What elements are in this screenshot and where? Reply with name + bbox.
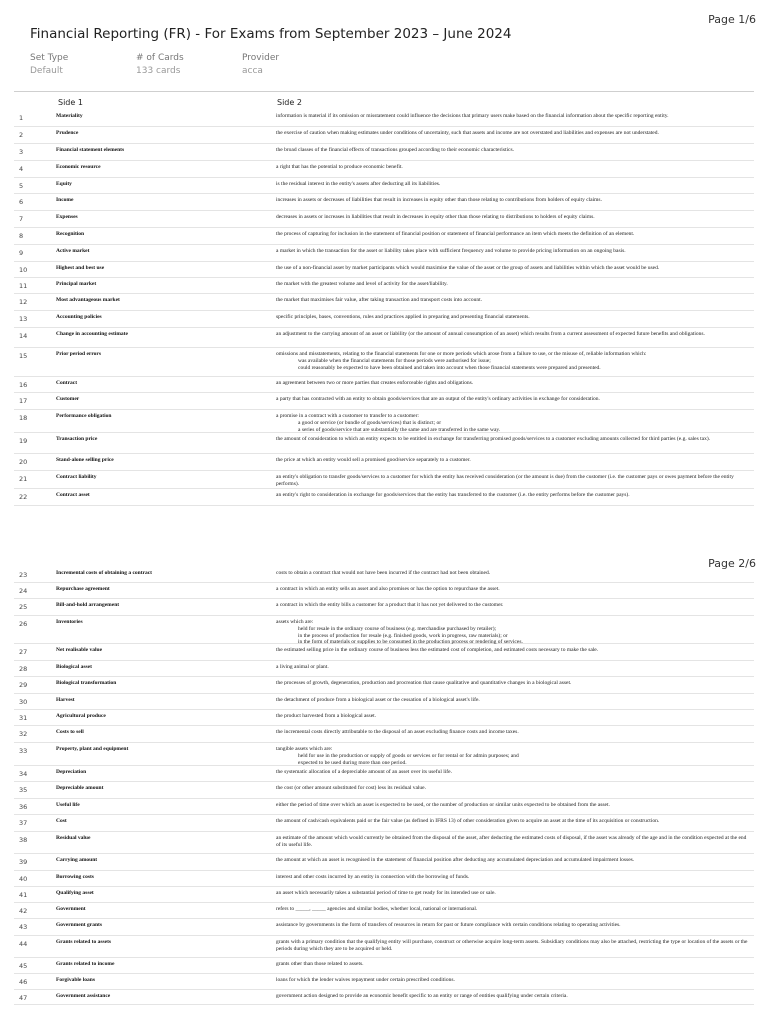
row-number: 15 bbox=[19, 352, 28, 360]
definition-text: the process of capturing for inclusion in the statement of financial position or statement of financial performance an item which meets the definition of an element. bbox=[276, 231, 635, 237]
row-number: 16 bbox=[19, 381, 28, 389]
card-definition bbox=[276, 874, 752, 881]
row-number: 13 bbox=[19, 315, 28, 323]
definition-text: interest and other costs incurred by an entity in connection with the borrowing of funds. bbox=[276, 874, 470, 880]
definition-text: the estimated selling price in the ordinary course of business less the estimated cost of completion, and estimated costs necessary to make the sale. bbox=[276, 647, 599, 653]
card-definition bbox=[276, 436, 752, 443]
row-number: 44 bbox=[19, 940, 28, 948]
row-number: 25 bbox=[19, 603, 28, 611]
card-term: Agricultural produce bbox=[56, 713, 106, 719]
row-number: 9 bbox=[19, 249, 24, 257]
row-number: 38 bbox=[19, 836, 28, 844]
row-number: 28 bbox=[19, 665, 28, 673]
definition-text: an adjustment to the carrying amount of an asset or liability (or the amount of annual consumption of an asset) which results from a current assessment of expected future benefits and obligations. bbox=[276, 331, 705, 337]
definition-text: a right that has the potential to produce economic benefit. bbox=[276, 164, 403, 170]
card-term: Contract asset bbox=[56, 492, 90, 498]
table-row bbox=[14, 178, 754, 194]
card-term: Highest and best use bbox=[56, 265, 105, 271]
card-term: Materiality bbox=[56, 113, 83, 119]
row-number: 43 bbox=[19, 923, 28, 931]
table-row bbox=[14, 194, 754, 211]
meta-card-count bbox=[136, 52, 184, 78]
card-term: Contract bbox=[56, 380, 78, 386]
row-number: 22 bbox=[19, 493, 28, 501]
definition-text: an entity's obligation to transfer goods/services to a customer for which the entity has received consideration (or the amount is due) from the customer (i.e. the customer pays or owes payment before the entity performs). bbox=[276, 474, 734, 487]
definition-text: costs to obtain a contract that would not have been incurred if the contract had not been obtained. bbox=[276, 570, 491, 576]
table-row bbox=[14, 854, 754, 871]
row-number: 17 bbox=[19, 397, 28, 405]
card-definition bbox=[276, 197, 752, 204]
card-term: Repurchase agreement bbox=[56, 586, 110, 592]
row-number: 5 bbox=[19, 182, 24, 190]
card-term: Borrowing costs bbox=[56, 874, 94, 880]
card-definition bbox=[276, 906, 752, 913]
row-number: 30 bbox=[19, 698, 28, 706]
row-number: 42 bbox=[19, 907, 28, 915]
card-term: Property, plant and equipment bbox=[56, 746, 129, 752]
table-row bbox=[14, 936, 754, 958]
row-number: 1 bbox=[19, 114, 24, 122]
definition-text: the exercise of caution when making estimates under conditions of uncertainty, such that assets and income are not overstated and liabilities and expenses are not understated. bbox=[276, 130, 659, 136]
definition-sub-item: in the process of production for resale (e.g. finished goods, work in progress, raw materials); or bbox=[298, 632, 508, 639]
card-term: Forgivable loans bbox=[56, 977, 95, 983]
card-term: Prudence bbox=[56, 130, 79, 136]
table-row bbox=[14, 161, 754, 178]
card-definition bbox=[276, 769, 752, 776]
column-header-side-2: Side 2 bbox=[277, 98, 302, 107]
meta-value: 133 cards bbox=[136, 66, 181, 76]
card-definition bbox=[276, 130, 752, 137]
card-term: Recognition bbox=[56, 231, 85, 237]
card-definition bbox=[276, 697, 752, 704]
card-term: Income bbox=[56, 197, 74, 203]
card-definition bbox=[276, 380, 752, 387]
row-number: 29 bbox=[19, 681, 28, 689]
card-term: Biological asset bbox=[56, 664, 92, 670]
card-term: Accounting policies bbox=[56, 314, 102, 320]
table-row bbox=[14, 766, 754, 782]
row-number: 36 bbox=[19, 803, 28, 811]
row-number: 19 bbox=[19, 437, 28, 445]
definition-text: the broad classes of the financial effects of transactions grouped according to their economic characteristics. bbox=[276, 147, 514, 153]
meta-label: Set Type bbox=[30, 53, 69, 63]
table-row bbox=[14, 393, 754, 410]
table-row bbox=[14, 471, 754, 489]
definition-text: a promise in a contract with a customer to transfer to a customer: bbox=[276, 413, 419, 419]
card-term: Most advantageous market bbox=[56, 297, 120, 303]
card-term: Carrying amount bbox=[56, 857, 98, 863]
table-row bbox=[14, 433, 754, 454]
table-row bbox=[14, 245, 754, 262]
card-definition bbox=[276, 457, 752, 464]
table-row bbox=[14, 144, 754, 161]
card-term: Active market bbox=[56, 248, 90, 254]
table-row bbox=[14, 782, 754, 799]
card-definition bbox=[276, 297, 752, 304]
card-term: Depreciable amount bbox=[56, 785, 104, 791]
table-row bbox=[14, 211, 754, 228]
row-number: 12 bbox=[19, 298, 28, 306]
table-row bbox=[14, 328, 754, 348]
definition-sub-item: was available when the financial statements for those periods were authorised for issue; bbox=[298, 357, 491, 364]
card-definition bbox=[276, 993, 752, 1000]
table-row bbox=[14, 616, 754, 644]
definition-text: a living animal or plant. bbox=[276, 664, 329, 670]
definition-text: the incremental costs directly attributable to the disposal of an asset excluding finance costs and income taxes. bbox=[276, 729, 519, 735]
row-number: 20 bbox=[19, 458, 28, 466]
definition-text: assistance by governments in the form of transfers of resources in return for past or future compliance with certain conditions relating to operating activities. bbox=[276, 922, 621, 928]
card-term: Principal market bbox=[56, 281, 97, 287]
table-row bbox=[14, 311, 754, 328]
card-term: Cost bbox=[56, 818, 67, 824]
table-row bbox=[14, 567, 754, 583]
row-number: 23 bbox=[19, 571, 28, 579]
meta-provider bbox=[242, 52, 279, 78]
card-term: Net realisable value bbox=[56, 647, 103, 653]
table-row bbox=[14, 644, 754, 661]
document-title: Financial Reporting (FR) - For Exams from September 2023 – June 2024 bbox=[30, 26, 512, 42]
row-number: 14 bbox=[19, 332, 28, 340]
definition-text: either the period of time over which an asset is expected to be used, or the number of production or similar units expected to be obtained from the asset. bbox=[276, 802, 610, 808]
card-term: Financial statement elements bbox=[56, 147, 125, 153]
table-row bbox=[14, 815, 754, 832]
card-definition bbox=[276, 396, 752, 403]
card-term: Stand-alone selling price bbox=[56, 457, 114, 463]
definition-sub-item: in the form of materials or supplies to be consumed in the production process or rendering of services. bbox=[298, 639, 523, 646]
card-term: Useful life bbox=[56, 802, 80, 808]
definition-text: the amount at which an asset is recognised in the statement of financial position after deducting any accumulated depreciation and accumulated impairment losses. bbox=[276, 857, 635, 863]
card-definition bbox=[276, 314, 752, 321]
card-definition bbox=[276, 835, 752, 849]
card-definition bbox=[276, 351, 752, 371]
card-term: Costs to sell bbox=[56, 729, 84, 735]
table-row bbox=[14, 990, 754, 1005]
table-row bbox=[14, 127, 754, 144]
card-definition bbox=[276, 922, 752, 929]
card-term: Economic resource bbox=[56, 164, 101, 170]
definition-text: the cost (or other amount substituted for cost) less its residual value. bbox=[276, 785, 426, 791]
card-definition bbox=[276, 413, 752, 433]
card-definition bbox=[276, 147, 752, 154]
definition-text: the amount of cash/cash equivalents paid or the fair value (as defined in IFRS 13) of other consideration given to acquire an asset at the time of its acquisition or construction. bbox=[276, 818, 660, 824]
card-definition bbox=[276, 647, 752, 654]
table-row bbox=[14, 694, 754, 710]
card-term: Qualifying asset bbox=[56, 890, 94, 896]
table-row bbox=[14, 410, 754, 433]
definition-text: information is material if its omission or misstatement could influence the decisions that primary users make based on the financial information about the specific reporting entity. bbox=[276, 113, 669, 119]
card-definition bbox=[276, 857, 752, 864]
table-row bbox=[14, 887, 754, 903]
meta-label: # of Cards bbox=[136, 53, 184, 63]
table-row bbox=[14, 489, 754, 506]
page-number-2: Page 2/6 bbox=[708, 557, 756, 570]
definition-text: the market with the greatest volume and level of activity for the asset/liability. bbox=[276, 281, 448, 287]
definition-text: loans for which the lender waives repayment under certain prescribed conditions. bbox=[276, 977, 455, 983]
card-definition bbox=[276, 961, 752, 968]
card-term: Contract liability bbox=[56, 474, 97, 480]
card-definition bbox=[276, 265, 752, 272]
card-table-page-2 bbox=[14, 567, 754, 1005]
table-row bbox=[14, 726, 754, 743]
card-term: Harvest bbox=[56, 697, 75, 703]
row-number: 8 bbox=[19, 232, 24, 240]
card-definition bbox=[276, 586, 752, 593]
header-divider bbox=[14, 91, 754, 92]
page-number-1: Page 1/6 bbox=[708, 13, 756, 26]
row-number: 45 bbox=[19, 962, 28, 970]
table-row bbox=[14, 974, 754, 990]
row-number: 37 bbox=[19, 819, 28, 827]
definition-sub-item: a series of goods/service that are substantially the same and are transferred in the same way. bbox=[298, 426, 501, 433]
card-term: Transaction price bbox=[56, 436, 98, 442]
row-number: 33 bbox=[19, 747, 28, 755]
card-term: Grants related to income bbox=[56, 961, 115, 967]
row-number: 35 bbox=[19, 786, 28, 794]
card-definition bbox=[276, 785, 752, 792]
card-definition bbox=[276, 570, 752, 577]
card-term: Performance obligation bbox=[56, 413, 112, 419]
definition-text: grants with a primary condition that the qualifying entity will purchase, construct or otherwise acquire long-term assets. Subsidiary conditions may also be attached, restricting the type or location of the assets or the periods during which they are to be acquired or held. bbox=[276, 939, 748, 952]
definition-text: specific principles, bases, conventions, rules and practices applied in preparing and presenting financial statements. bbox=[276, 314, 530, 320]
definition-text: an asset which necessarily takes a substantial period of time to get ready for its intended use or sale. bbox=[276, 890, 496, 896]
card-definition bbox=[276, 664, 752, 671]
card-term: Expenses bbox=[56, 214, 78, 220]
table-row bbox=[14, 710, 754, 726]
table-row bbox=[14, 677, 754, 694]
row-number: 7 bbox=[19, 215, 24, 223]
definition-text: the use of a non-financial asset by market participants which would maximise the value of the asset or the group of assets and liabilities within which the asset would be used. bbox=[276, 265, 660, 271]
card-definition bbox=[276, 680, 752, 687]
table-row bbox=[14, 599, 754, 616]
definition-text: an estimate of the amount which would currently be obtained from the disposal of the asset, after deducting the estimated costs of disposal, if the asset was already of the age and in the condition expected at the end of its useful life. bbox=[276, 835, 747, 848]
definition-text: the detachment of produce from a biological asset or the cessation of a biological asset's life. bbox=[276, 697, 480, 703]
card-term: Change in accounting estimate bbox=[56, 331, 128, 337]
table-row bbox=[14, 919, 754, 936]
card-definition bbox=[276, 729, 752, 736]
card-definition bbox=[276, 492, 752, 499]
card-definition bbox=[276, 113, 752, 120]
definition-text: refers to _____, _____ agencies and similar bodies, whether local, national or international. bbox=[276, 906, 478, 912]
definition-sub-item: a good or service (or bundle of goods/services) that is distinct; or bbox=[298, 419, 442, 426]
card-definition bbox=[276, 474, 752, 488]
row-number: 27 bbox=[19, 648, 28, 656]
card-definition bbox=[276, 939, 752, 953]
definition-text: the market that maximises fair value, after taking transaction and transport costs into account. bbox=[276, 297, 483, 303]
meta-value: acca bbox=[242, 66, 263, 76]
definition-text: a contract in which an entity sells an asset and also promises or has the option to repurchase the asset. bbox=[276, 586, 500, 592]
definition-sub-item: expected to be used during more than one period. bbox=[298, 759, 407, 766]
card-term: Bill-and-hold arrangement bbox=[56, 602, 120, 608]
row-number: 40 bbox=[19, 875, 28, 883]
card-term: Government assistance bbox=[56, 993, 111, 999]
definition-text: the processes of growth, degeneration, production and procreation that cause qualitative and quantitative changes in a biological asset. bbox=[276, 680, 572, 686]
card-definition bbox=[276, 802, 752, 809]
definition-text: a contract in which the entity bills a customer for a product that it has not yet delivered to the customer. bbox=[276, 602, 504, 608]
definition-sub-item: held for use in the production or supply of goods or services or for rental or for admin purposes; and bbox=[298, 752, 519, 759]
card-term: Inventories bbox=[56, 619, 83, 625]
card-term: Government grants bbox=[56, 922, 102, 928]
definition-sub-item: could reasonably be expected to have been obtained and taken into account when those financial statements were prepared and presented. bbox=[298, 364, 601, 371]
table-row bbox=[14, 278, 754, 294]
card-definition bbox=[276, 818, 752, 825]
column-header-side-1: Side 1 bbox=[58, 98, 83, 107]
table-row bbox=[14, 294, 754, 311]
definition-text: the product harvested from a biological asset. bbox=[276, 713, 377, 719]
row-number: 21 bbox=[19, 475, 28, 483]
card-term: Prior period errors bbox=[56, 351, 102, 357]
card-definition bbox=[276, 619, 752, 646]
definition-text: tangible assets which are: bbox=[276, 746, 333, 752]
row-number: 24 bbox=[19, 587, 28, 595]
row-number: 2 bbox=[19, 131, 24, 139]
definition-text: a party that has contracted with an entity to obtain goods/services that are an output of the entity's ordinary activities in exchange for consideration. bbox=[276, 396, 600, 402]
definition-text: decreases in assets or increases in liabilities that result in decreases in equity other than those relating to distributions to holders of equity claims. bbox=[276, 214, 595, 220]
card-term: Grants related to assets bbox=[56, 939, 112, 945]
row-number: 3 bbox=[19, 148, 24, 156]
card-term: Incremental costs of obtaining a contract bbox=[56, 570, 152, 576]
table-row bbox=[14, 228, 754, 245]
row-number: 46 bbox=[19, 978, 28, 986]
table-row bbox=[14, 583, 754, 599]
row-number: 41 bbox=[19, 891, 28, 899]
table-row bbox=[14, 871, 754, 887]
definition-text: grants other than those related to assets. bbox=[276, 961, 364, 967]
card-table-page-1 bbox=[14, 110, 754, 506]
table-row bbox=[14, 110, 754, 127]
card-definition bbox=[276, 746, 752, 766]
row-number: 47 bbox=[19, 994, 28, 1002]
card-definition bbox=[276, 602, 752, 609]
definition-text: omissions and misstatements, relating to the financial statements for one or more periods which arose from a failure to use, or the misuse of, reliable information which: bbox=[276, 351, 647, 357]
card-definition bbox=[276, 181, 752, 188]
card-definition bbox=[276, 890, 752, 897]
card-definition bbox=[276, 331, 752, 338]
card-definition bbox=[276, 977, 752, 984]
meta-set-type bbox=[30, 52, 68, 78]
table-row bbox=[14, 799, 754, 815]
row-number: 34 bbox=[19, 770, 28, 778]
row-number: 31 bbox=[19, 714, 28, 722]
table-row bbox=[14, 262, 754, 278]
table-row bbox=[14, 958, 754, 974]
definition-text: the price at which an entity would sell a promised good/service separately to a customer. bbox=[276, 457, 471, 463]
definition-sub-item: held for resale in the ordinary course of business (e.g. merchandise purchased by retailer); bbox=[298, 625, 497, 632]
row-number: 4 bbox=[19, 165, 24, 173]
card-definition bbox=[276, 164, 752, 171]
card-term: Customer bbox=[56, 396, 80, 402]
row-number: 18 bbox=[19, 414, 28, 422]
table-row bbox=[14, 454, 754, 471]
definition-text: is the residual interest in the entity's assets after deducting all its liabilities. bbox=[276, 181, 441, 187]
row-number: 39 bbox=[19, 858, 28, 866]
card-definition bbox=[276, 713, 752, 720]
table-row bbox=[14, 832, 754, 854]
row-number: 32 bbox=[19, 730, 28, 738]
row-number: 6 bbox=[19, 198, 24, 206]
row-number: 26 bbox=[19, 620, 28, 628]
definition-text: increases in assets or decreases of liabilities that result in increases in equity other than those relating to contributions from holders of equity claims. bbox=[276, 197, 602, 203]
card-term: Depreciation bbox=[56, 769, 87, 775]
definition-text: a market in which the transaction for the asset or liability takes place with sufficient frequency and volume to provide pricing information on an ongoing basis. bbox=[276, 248, 626, 254]
definition-text: government action designed to provide an economic benefit specific to an entity or range of entities qualifying under certain criteria. bbox=[276, 993, 568, 999]
card-definition bbox=[276, 231, 752, 238]
definition-text: the systematic allocation of a depreciable amount of an asset over its useful life. bbox=[276, 769, 452, 775]
meta-value: Default bbox=[30, 66, 63, 76]
definition-text: an agreement between two or more parties that creates enforceable rights and obligations. bbox=[276, 380, 474, 386]
card-term: Government bbox=[56, 906, 86, 912]
definition-text: the amount of consideration to which an entity expects to be entitled in exchange for transferring promised goods/services to a customer excluding amounts collected for third parties (e.g. sales tax). bbox=[276, 436, 711, 442]
row-number: 10 bbox=[19, 266, 28, 274]
table-row bbox=[14, 377, 754, 393]
card-term: Equity bbox=[56, 181, 72, 187]
table-row bbox=[14, 903, 754, 919]
card-term: Residual value bbox=[56, 835, 91, 841]
card-definition bbox=[276, 281, 752, 288]
definition-text: an entity's right to consideration in exchange for goods/services that the entity has transferred to the customer (i.e. the entity performs before the customer pays). bbox=[276, 492, 630, 498]
table-row bbox=[14, 661, 754, 677]
row-number: 11 bbox=[19, 282, 28, 290]
card-term: Biological transformation bbox=[56, 680, 117, 686]
card-definition bbox=[276, 248, 752, 255]
table-row bbox=[14, 348, 754, 377]
table-row bbox=[14, 743, 754, 766]
meta-label: Provider bbox=[242, 53, 280, 63]
card-definition bbox=[276, 214, 752, 221]
definition-text: assets which are: bbox=[276, 619, 314, 625]
